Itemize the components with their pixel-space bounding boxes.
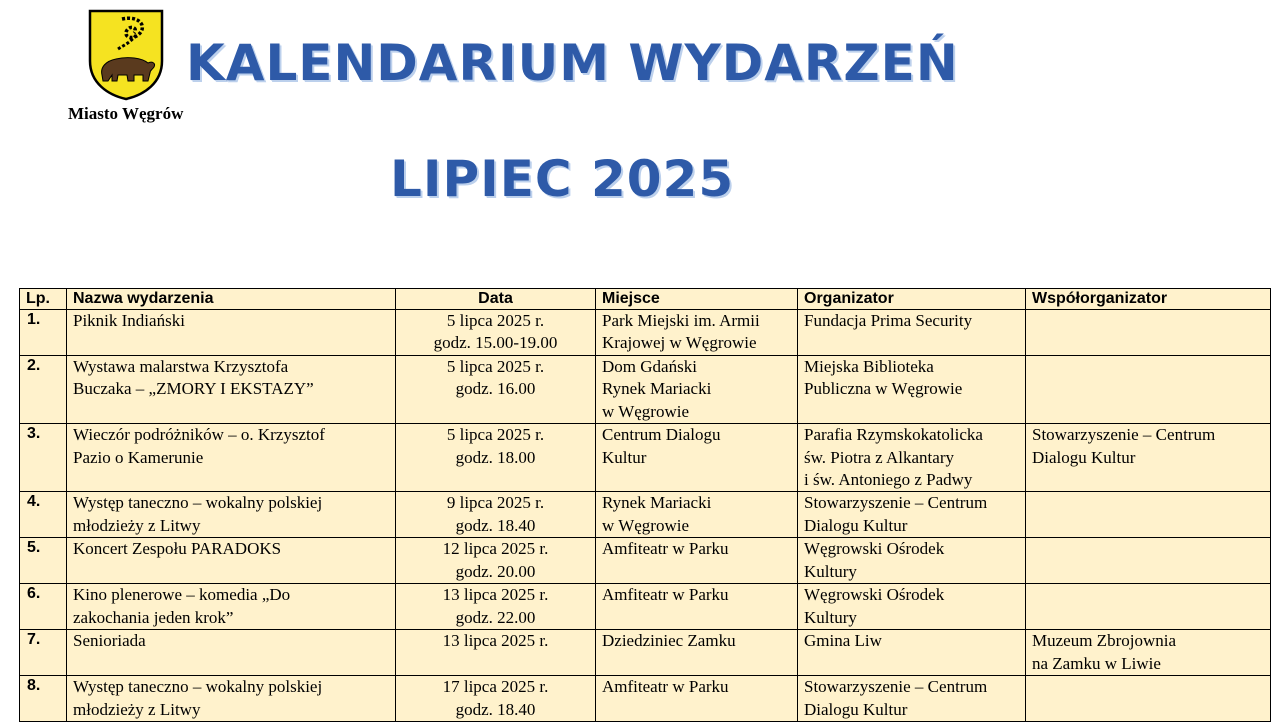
cell-place [596,356,798,424]
cell-date [396,310,596,356]
cell-place-line: w Węgrowie [602,515,690,535]
cell-organizer-line: św. Piotra z Alkantary [804,447,954,467]
table-row [20,676,1271,722]
cell-organizer [798,630,1026,676]
cell-organizer [798,424,1026,492]
cell-lp: 1. [20,310,67,356]
cell-date-line: godz. 15.00-19.00 [433,333,558,353]
cell-date-line: 17 lipca 2025 r. [442,677,549,697]
cell-date [396,356,596,424]
cell-place-line: Rynek Mariacki [602,379,712,399]
cell-lp: 7. [20,630,67,676]
cell-place [596,310,798,356]
cell-place [596,424,798,492]
table-row [20,310,1271,356]
cell-coorganizer-line: na Zamku w Liwie [1032,653,1161,673]
cell-date-line: godz. 18.40 [455,515,536,535]
cell-date-line: 5 lipca 2025 r. [446,311,545,330]
cell-event-name-line: Kino plenerowe – komedia „Do [73,585,291,605]
column-header-organizer: Organizator [798,289,1026,310]
cell-date-line: 5 lipca 2025 r. [446,357,545,376]
cell-event-name [67,356,396,424]
cell-event-name-line: zakochania jeden krok” [73,607,234,627]
city-name: Miasto Węgrów [68,104,184,123]
cell-organizer-line: Stowarzyszenie – Centrum [804,677,988,697]
cell-coorganizer [1026,630,1271,676]
cell-organizer [798,584,1026,630]
cell-coorganizer-line: Dialogu Kultur [1032,447,1136,467]
cell-event-name-line: Buczaka – „ZMORY I EKSTAZY” [73,379,314,399]
cell-lp: 5. [20,538,67,584]
cell-lp: 6. [20,584,67,630]
cell-place-line: w Węgrowie [602,401,690,421]
cell-date-line: 9 lipca 2025 r. [446,493,545,513]
cell-place [596,584,798,630]
cell-coorganizer [1026,492,1271,538]
cell-place-line: Rynek Mariacki [602,493,712,513]
cell-date [396,424,596,492]
cell-date [396,538,596,584]
coat-of-arms-icon [88,9,164,101]
cell-date-line: godz. 22.00 [455,607,536,627]
cell-coorganizer [1026,310,1271,356]
cell-date-line: godz. 18.00 [455,447,536,467]
table-body [20,310,1271,722]
cell-place-line: Krajowej w Węgrowie [602,333,757,353]
cell-place-line: Dom Gdański [602,357,697,376]
cell-event-name [67,424,396,492]
cell-organizer-line: Publiczna w Węgrowie [804,379,963,399]
table-row [20,356,1271,424]
cell-organizer-line: Stowarzyszenie – Centrum [804,493,988,513]
cell-event-name [67,676,396,722]
month-title: LIPIEC 2025 [390,150,735,208]
cell-event-name-line: Koncert Zespołu PARADOKS [73,539,282,559]
cell-organizer-line: Węgrowski Ośrodek [804,539,945,559]
cell-date-line: 13 lipca 2025 r. [442,585,549,605]
cell-organizer-line: Parafia Rzymskokatolicka [804,425,983,445]
cell-organizer [798,492,1026,538]
cell-organizer-line: Dialogu Kultur [804,515,908,535]
cell-lp: 3. [20,424,67,492]
cell-date-line: 5 lipca 2025 r. [446,425,545,445]
cell-place [596,676,798,722]
cell-coorganizer [1026,356,1271,424]
cell-event-name [67,584,396,630]
cell-date [396,584,596,630]
events-table [19,288,1271,722]
cell-place [596,492,798,538]
cell-place-line: Amfiteatr w Parku [602,539,729,559]
cell-organizer-line: Kultury [804,607,857,627]
cell-organizer [798,676,1026,722]
cell-place-line: Amfiteatr w Parku [602,585,729,605]
table-row [20,538,1271,584]
cell-event-name [67,492,396,538]
cell-date-line: 12 lipca 2025 r. [442,539,549,559]
cell-place [596,630,798,676]
cell-event-name-line: młodzieży z Litwy [73,515,201,535]
cell-event-name [67,538,396,584]
cell-place [596,538,798,584]
cell-lp: 2. [20,356,67,424]
cell-event-name-line: Wystawa malarstwa Krzysztofa [73,357,289,376]
column-header-coorganizer: Współorganizator [1026,289,1271,310]
cell-coorganizer-line: Stowarzyszenie – Centrum [1032,425,1216,445]
cell-date-line: godz. 16.00 [455,379,536,399]
table-row [20,584,1271,630]
cell-event-name-line: Występ taneczno – wokalny polskiej [73,677,323,697]
cell-event-name-line: młodzieży z Litwy [73,699,201,719]
cell-place-line: Dziedziniec Zamku [602,631,736,651]
cell-organizer [798,356,1026,424]
table-row [20,492,1271,538]
column-header-place: Miejsce [596,289,798,310]
cell-date-line: godz. 20.00 [455,561,536,581]
cell-lp: 4. [20,492,67,538]
cell-coorganizer [1026,424,1271,492]
cell-event-name [67,310,396,356]
cell-coorganizer-line: Muzeum Zbrojownia [1032,631,1176,651]
cell-organizer-line: Dialogu Kultur [804,699,908,719]
cell-coorganizer [1026,676,1271,722]
cell-place-line: Park Miejski im. Armii [602,311,760,330]
cell-place-line: Amfiteatr w Parku [602,677,729,697]
cell-event-name-line: Senioriada [73,631,146,651]
table-row [20,630,1271,676]
cell-organizer-line: Kultury [804,561,857,581]
table-header-row [20,289,1271,310]
cell-place-line: Centrum Dialogu [602,425,721,445]
cell-event-name-line: Wieczór podróżników – o. Krzysztof [73,425,325,445]
cell-organizer-line: Węgrowski Ośrodek [804,585,945,605]
cell-organizer-line: i św. Antoniego z Padwy [804,470,973,490]
page-title: KALENDARIUM WYDARZEŃ [186,34,959,92]
cell-date-line: godz. 18.40 [455,699,536,719]
column-header-name: Nazwa wydarzenia [67,289,396,310]
cell-organizer-line: Miejska Biblioteka [804,357,934,376]
cell-coorganizer [1026,538,1271,584]
cell-event-name-line: Pazio o Kamerunie [73,447,204,467]
column-header-lp: Lp. [20,289,67,310]
cell-lp: 8. [20,676,67,722]
column-header-date: Data [396,289,596,310]
cell-coorganizer [1026,584,1271,630]
cell-date [396,492,596,538]
cell-place-line: Kultur [602,447,647,467]
cell-date-line: 13 lipca 2025 r. [442,631,549,651]
cell-date [396,676,596,722]
cell-event-name-line: Występ taneczno – wokalny polskiej [73,493,323,513]
table-row [20,424,1271,492]
cell-event-name [67,630,396,676]
cell-organizer-line: Gmina Liw [804,631,882,651]
cell-organizer [798,538,1026,584]
cell-event-name-line: Piknik Indiański [73,311,185,330]
cell-date [396,630,596,676]
cell-organizer-line: Fundacja Prima Security [804,311,973,330]
cell-organizer [798,310,1026,356]
